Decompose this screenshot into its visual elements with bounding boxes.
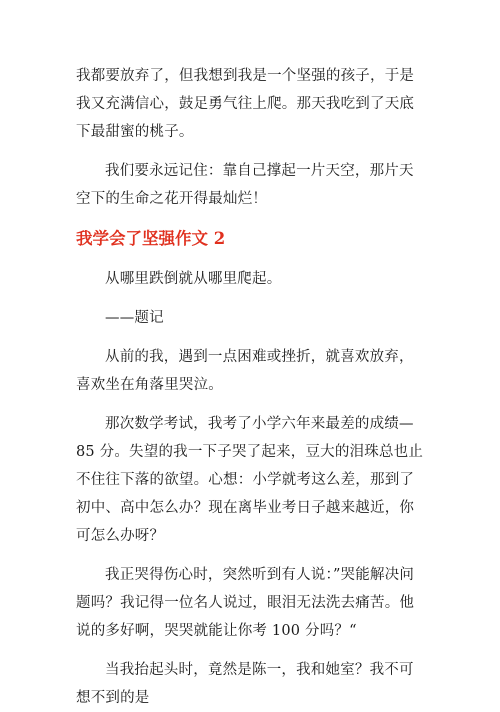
paragraph-conclusion: 我们要永远记住：靠自己撑起一片天空，那片天空下的生命之花开得最灿烂！ bbox=[76, 163, 414, 207]
paragraph-continuation: 我都要放弃了，但我想到我是一个坚强的孩子，于是我又充满信心，鼓足勇气往上爬。那天我吃到了天底下最甜蜜的桃子。 bbox=[76, 68, 415, 140]
paragraph-3: 我正哭得伤心时，突然听到有人说：”哭能解决问题吗？我记得一位名人说过，眼泪无法洗去痛苦。他说的多好啊，哭哭就能让你考 100 分吗？“ bbox=[76, 567, 415, 639]
paragraph-1: 从前的我，遇到一点困难或挫折，就喜欢放弃，喜欢坐在角落里哭泣。 bbox=[76, 349, 414, 393]
epigraph-note: ——题记 bbox=[105, 310, 164, 326]
paragraph-4-partial: 当我抬起头时，竟然是陈一，我和她室？我不可想不到的是 bbox=[76, 662, 414, 706]
paragraph-2: 那次数学考试，我考了小学六年来最差的成绩—85 分。失望的我一下子哭了起来，豆大的泪珠总也止不住往下落的欲望。心想：小学就考这么差，那到了初中、高中怎么办？现在离毕业考日子越来越近，你可怎么办呀？ bbox=[76, 416, 424, 544]
epigraph: 从哪里跌倒就从哪里爬起。 bbox=[105, 271, 282, 287]
section-heading: 我学会了坚强作文 2 bbox=[76, 229, 226, 248]
article-body bbox=[76, 62, 428, 712]
